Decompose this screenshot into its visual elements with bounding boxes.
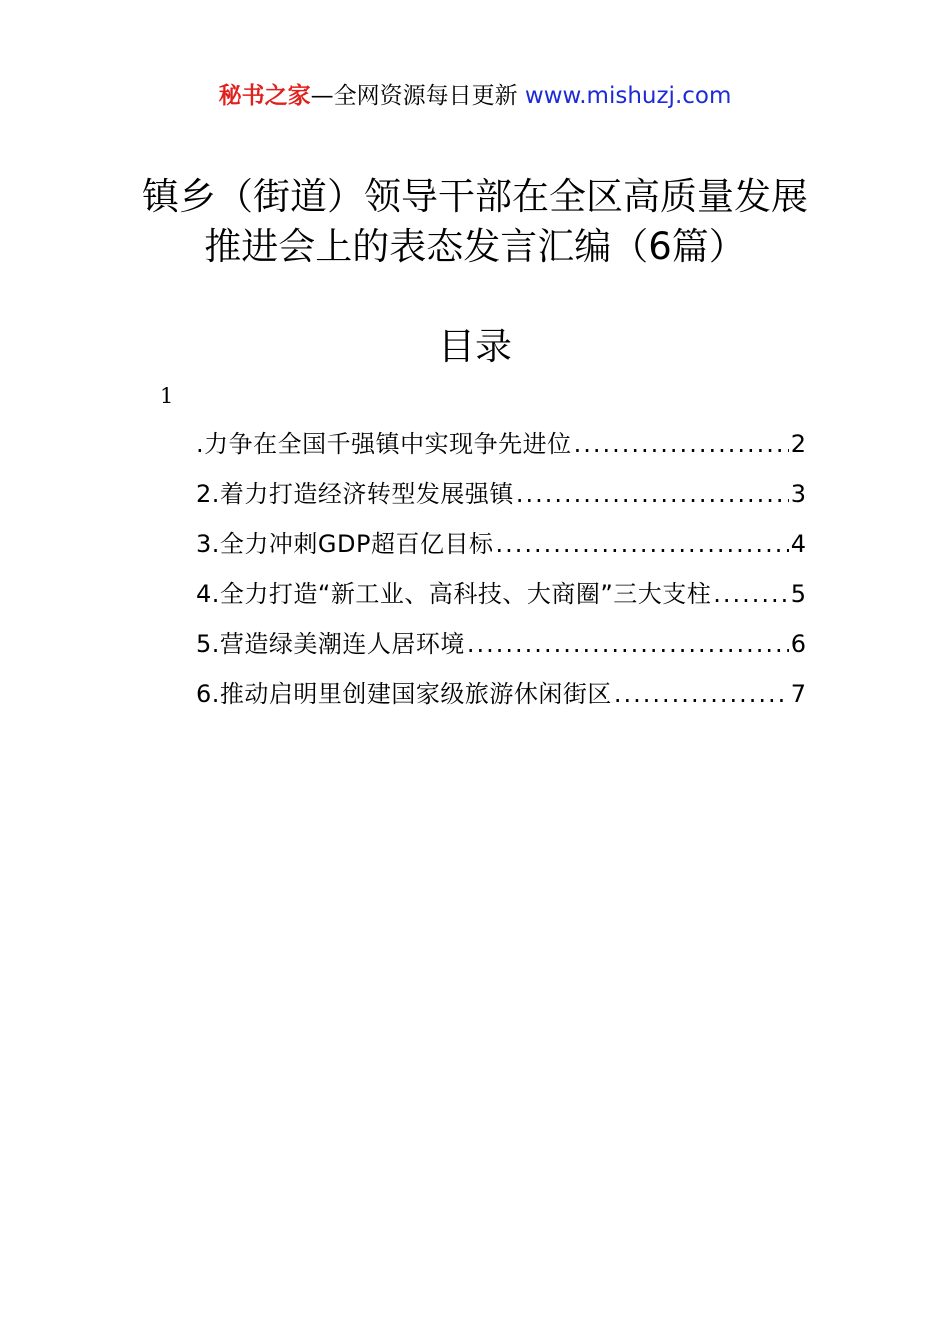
toc-entry-label: 3.全力冲刺GDP超百亿目标 bbox=[196, 530, 494, 558]
toc-leader-dots bbox=[713, 574, 788, 614]
toc-entry-page: 7 bbox=[790, 680, 806, 708]
toc-entry-page: 2 bbox=[790, 430, 806, 458]
toc-entry-page: 3 bbox=[790, 480, 806, 508]
header-tagline: —全网资源每日更新 bbox=[310, 83, 518, 109]
toc-entry-label: 5.营造绿美潮连人居环境 bbox=[196, 630, 465, 658]
toc-entry-label: 2.着力打造经济转型发展强镇 bbox=[196, 480, 514, 508]
toc-leader-dots bbox=[516, 474, 789, 514]
toc-entry[interactable] bbox=[196, 624, 806, 674]
toc-leader-dots bbox=[467, 624, 789, 664]
site-url-link[interactable]: www.mishuzj.com bbox=[524, 83, 732, 109]
document-title bbox=[0, 172, 950, 272]
toc-entry[interactable] bbox=[196, 524, 806, 574]
brand-name: 秘书之家 bbox=[218, 83, 311, 109]
toc-entry[interactable] bbox=[196, 674, 806, 724]
toc-entry-label: 6.推动启明里创建国家级旅游休闲街区 bbox=[196, 680, 612, 708]
toc-entry-page: 5 bbox=[790, 580, 806, 608]
toc-heading: 目录 bbox=[438, 325, 512, 368]
page-header bbox=[0, 80, 950, 112]
title-line-1: 镇乡（街道）领导干部在全区高质量发展 bbox=[142, 175, 808, 218]
toc-entry-page: 4 bbox=[790, 530, 806, 558]
toc-entry[interactable] bbox=[196, 424, 806, 474]
toc-entry[interactable] bbox=[196, 474, 806, 524]
toc-entry-page: 6 bbox=[790, 630, 806, 658]
toc-leader-dots bbox=[574, 424, 789, 464]
toc-entry-label: .力争在全国千强镇中实现争先进位 bbox=[196, 430, 572, 458]
toc-entry-label: 4.全力打造“新工业、高科技、大商圈”三大支柱 bbox=[196, 580, 712, 608]
toc-section-number: 1 bbox=[160, 384, 174, 408]
title-line-2: 推进会上的表态发言汇编（6篇） bbox=[204, 225, 746, 268]
toc-entry[interactable] bbox=[196, 574, 806, 624]
table-of-contents bbox=[196, 424, 806, 724]
toc-leader-dots bbox=[614, 674, 789, 714]
toc-leader-dots bbox=[495, 524, 788, 564]
